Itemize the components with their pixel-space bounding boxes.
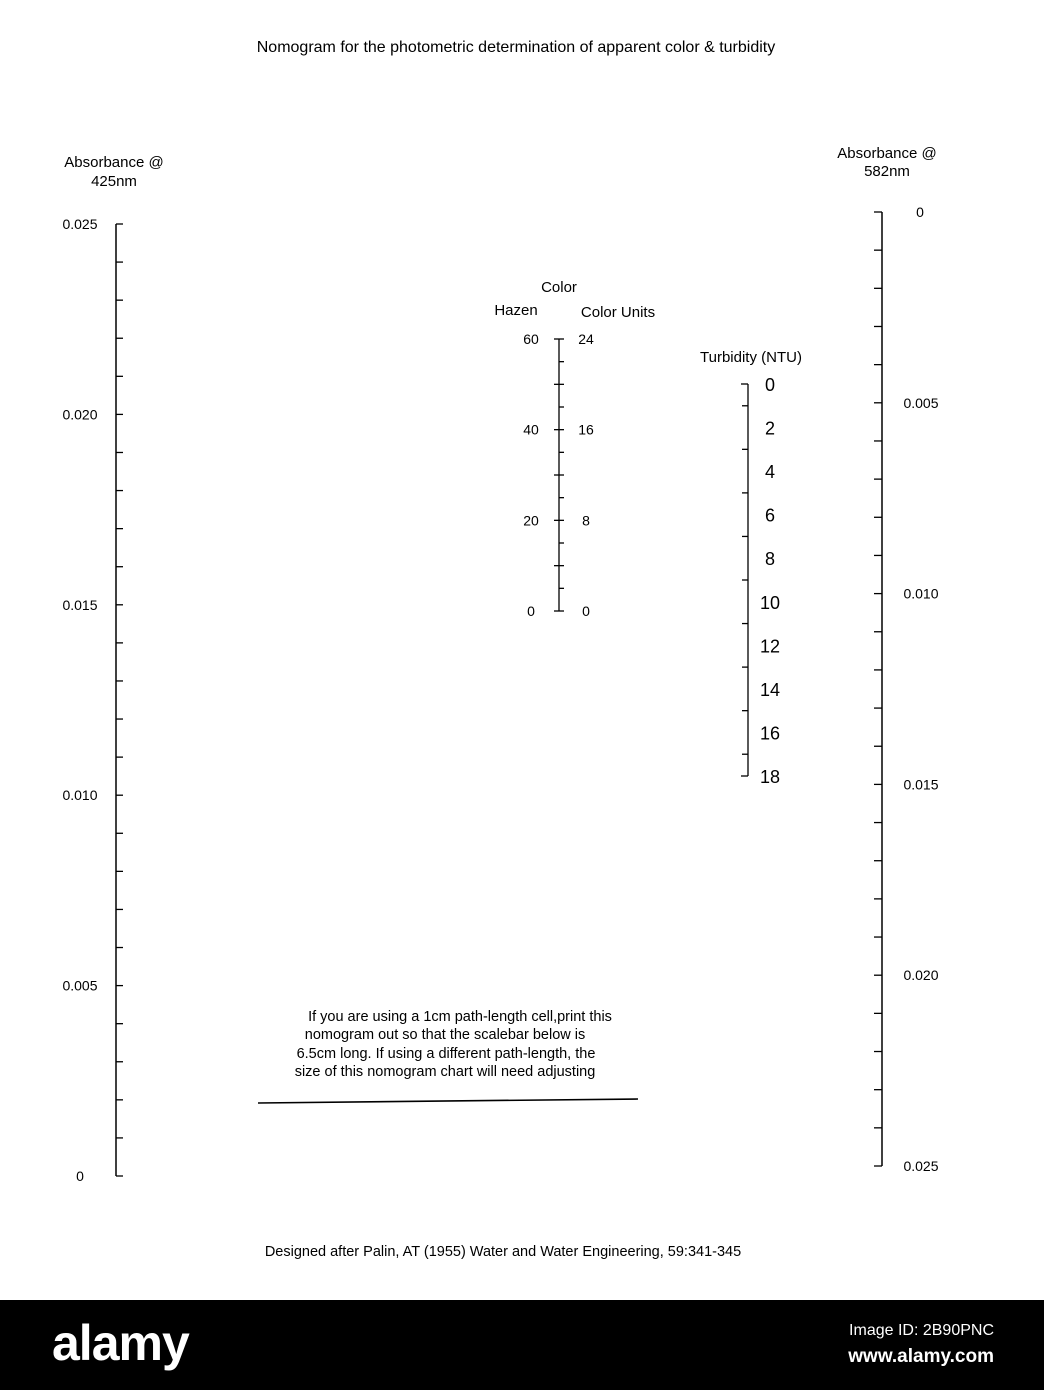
tick-label-absorbance-582: 0.025 [903, 1158, 939, 1174]
chart-title: Nomogram for the photometric determination of apparent color & turbidity [256, 39, 776, 56]
tick-label-hazen: 40 [523, 421, 539, 438]
tick-label-absorbance-582: 0.005 [903, 394, 939, 411]
scale-label-absorbance-582: 582nm [864, 163, 910, 180]
tick-label-absorbance-582: 0.010 [903, 585, 939, 602]
site-url: www.alamy.com [848, 1346, 994, 1367]
image-id-text: Image ID: 2B90PNC [849, 1322, 994, 1339]
tick-label-turbidity: 14 [759, 679, 781, 700]
scale-label-color-units: Color Units [580, 304, 656, 321]
tick-label-turbidity: 6 [764, 505, 776, 526]
tick-label-turbidity: 2 [764, 418, 776, 439]
watermark-footer [0, 1300, 1044, 1390]
brand-logo: alamy [52, 1315, 189, 1371]
tick-label-absorbance-582: 0 [916, 204, 924, 220]
tick-label-color-units: 24 [578, 331, 594, 347]
note-text-line: 6.5cm long. If using a different path-length, the [296, 1046, 596, 1062]
scale-label-hazen: Hazen [494, 302, 538, 319]
tick-label-absorbance-582: 0.020 [903, 967, 939, 984]
scale-label-absorbance-582: Absorbance @ [837, 145, 937, 162]
tick-label-absorbance-425: 0.025 [62, 216, 98, 232]
note-text-line: nomogram out so that the scalebar below is [304, 1027, 586, 1043]
tick-label-turbidity: 12 [759, 636, 781, 657]
tick-label-turbidity: 16 [759, 723, 781, 744]
tick-label-hazen: 0 [527, 603, 535, 619]
note-text-line: If you are using a 1cm path-length cell,print this [308, 1009, 612, 1025]
tick-label-color-units: 16 [578, 421, 594, 438]
scale-label-color: Color [541, 279, 577, 296]
tick-label-hazen: 20 [523, 512, 539, 529]
tick-label-turbidity: 0 [764, 375, 776, 395]
tick-label-absorbance-582: 0.015 [903, 776, 939, 793]
tick-label-turbidity: 8 [764, 549, 776, 570]
tick-label-color-units: 8 [582, 512, 590, 529]
scale-label-absorbance-425: 425nm [91, 173, 137, 190]
tick-label-absorbance-425: 0.010 [62, 787, 98, 804]
tick-label-color-units: 0 [582, 603, 590, 619]
scale-label-absorbance-425: Absorbance @ [64, 154, 164, 171]
tick-label-hazen: 60 [523, 331, 539, 347]
scalebar-line [258, 1099, 638, 1103]
tick-label-absorbance-425: 0 [76, 1168, 84, 1184]
tick-label-absorbance-425: 0.015 [62, 596, 98, 613]
scale-label-turbidity: Turbidity (NTU) [700, 349, 802, 366]
credit-text: Designed after Palin, AT (1955) Water and Water Engineering, 59:341-345 [264, 1244, 742, 1260]
tick-label-absorbance-425: 0.020 [62, 406, 98, 423]
tick-label-absorbance-425: 0.005 [62, 977, 98, 994]
tick-label-turbidity: 18 [759, 767, 781, 787]
tick-label-turbidity: 10 [759, 592, 781, 613]
note-text-line: size of this nomogram chart will need adjusting [294, 1064, 596, 1080]
tick-label-turbidity: 4 [764, 462, 776, 483]
